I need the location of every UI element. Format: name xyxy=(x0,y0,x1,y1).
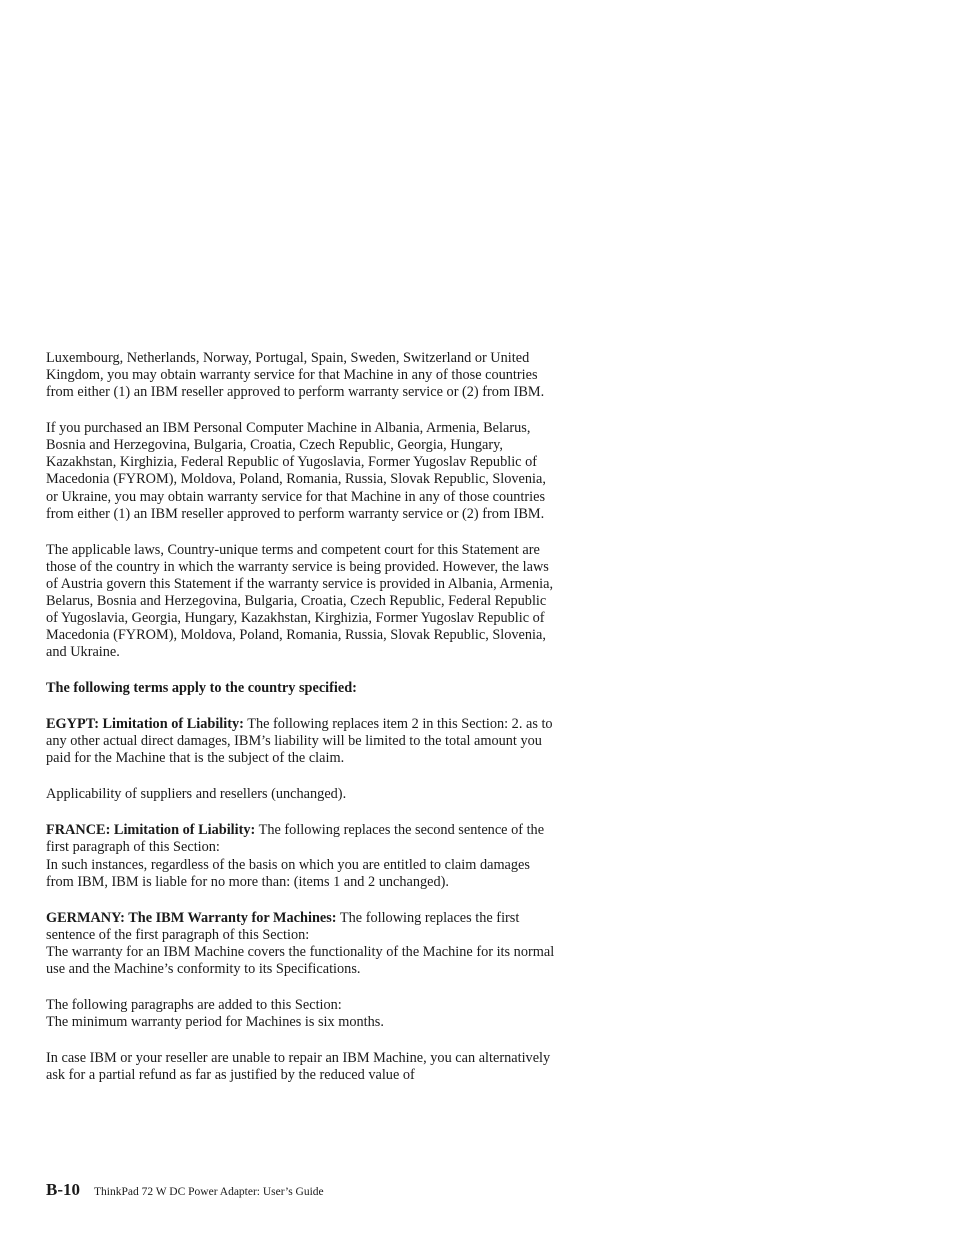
france-heading: FRANCE: Limitation of Liability: xyxy=(46,822,256,839)
paragraph-applicability: Applicability of suppliers and resellers (unchanged). xyxy=(46,786,347,803)
germany-heading: GERMANY: The IBM Warranty for Machines: xyxy=(46,909,337,926)
paragraph-france xyxy=(46,822,556,856)
paragraph-applicable-laws: The applicable laws, Country-unique terms and competent court for this Statement are those of the country in which the warranty service is being provided. However, the laws of Austria govern this Statement if the warranty service is provided in Albania, Armenia, Belarus, Bosnia and Herzegovina, Bulgaria, Croatia, Czech Republic, Federal Republic of Yugoslavia, Georgia, Hungary, Kazakhstan, Kirghizia, Former Yugoslav Republic of Macedonia (FYROM), Moldova, Poland, Romania, Russia, Slovak Republic, Slovenia, and Ukraine. xyxy=(46,541,554,661)
page-number: B-10 xyxy=(46,1180,80,1199)
paragraph-france-replacement: In such instances, regardless of the basis on which you are entitled to claim damages from IBM, IBM is liable for no more than: (items 1 and 2 unchanged). xyxy=(46,856,530,890)
egypt-text: The following replaces item 2 in this Section: 2. as to any other actual direct damages, IBM’s liability will be limited to the total amount you paid for the Machine that is the subject of the claim. xyxy=(46,716,553,767)
paragraph-minimum-period: The minimum warranty period for Machines is six months. xyxy=(46,1013,384,1030)
footer-title: ThinkPad 72 W DC Power Adapter: User’s Guide xyxy=(94,1186,324,1198)
terms-heading-text: The following terms apply to the country specified: xyxy=(46,680,357,697)
terms-heading xyxy=(46,680,556,697)
paragraph-albania-purchase: If you purchased an IBM Personal Computer Machine in Albania, Armenia, Belarus, Bosnia and Herzegovina, Bulgaria, Croatia, Czech Republic, Georgia, Hungary, Kazakhstan, Kirghizia, Federal Republic of Yugoslavia, Former Yugoslav Republic of Macedonia (FYROM), Moldova, Poland, Romania, Russia, Slovak Republic, Slovenia, or Ukraine, you may obtain warranty service for that Machine in any of those countries from either (1) an IBM reseller approved to perform warranty service or (2) from IBM. xyxy=(46,420,546,522)
document-body xyxy=(46,350,556,1103)
egypt-heading: EGYPT: Limitation of Liability: xyxy=(46,716,244,733)
germany-text: The following replaces the first sentence of the first paragraph of this Section: xyxy=(46,909,520,943)
paragraph-germany-replacement: The warranty for an IBM Machine covers the functionality of the Machine for its normal use and the Machine’s conformity to its Specifications. xyxy=(46,943,555,977)
paragraph-germany xyxy=(46,910,556,944)
france-text: The following replaces the second sentence of the first paragraph of this Section: xyxy=(46,822,545,856)
page-footer xyxy=(46,1180,324,1200)
paragraph-egypt xyxy=(46,716,556,767)
paragraph-luxembourg: Luxembourg, Netherlands, Norway, Portugal, Spain, Sweden, Switzerland or United Kingdom, you may obtain warranty service for that Machine in any of those countries from either (1) an IBM reseller approved to perform warranty service or (2) from IBM. xyxy=(46,350,545,401)
paragraph-refund: In case IBM or your reseller are unable to repair an IBM Machine, you can alternatively ask for a partial refund as far as justified by the reduced value of xyxy=(46,1049,551,1084)
paragraph-added-note: The following paragraphs are added to this Section: xyxy=(46,996,342,1013)
